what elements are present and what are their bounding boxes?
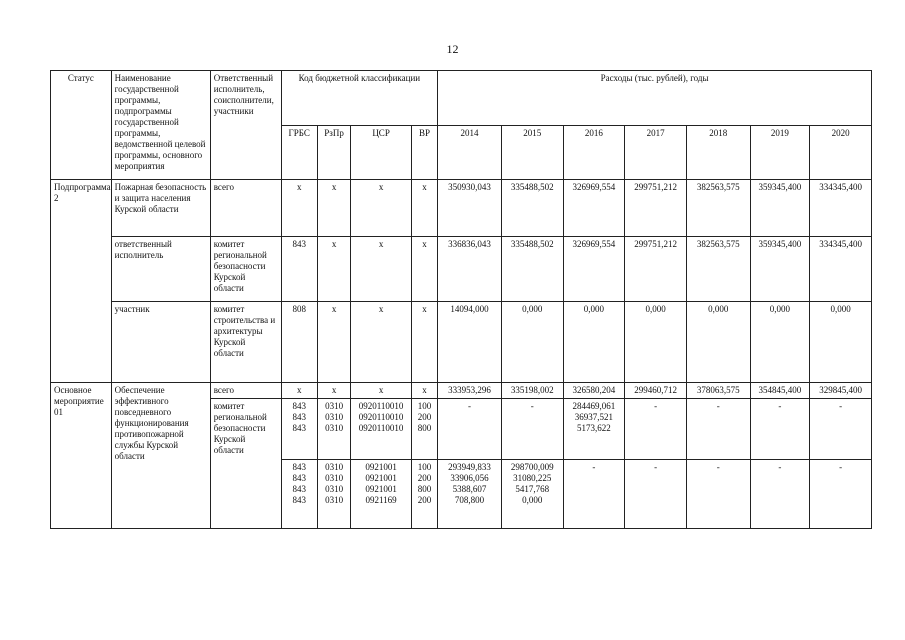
rzpr-value: 0310 [325, 462, 344, 472]
value-2014: 336836,043 [438, 237, 502, 302]
value-2015: 0,000 [501, 302, 563, 383]
value-2017: - [625, 460, 687, 529]
value-2019: - [750, 399, 810, 460]
amount: 0,000 [522, 495, 543, 505]
csr-value: 0921169 [365, 495, 397, 505]
value-2015: 335488,502 [501, 237, 563, 302]
rzpr-cell: х [317, 302, 350, 383]
amount: 708,800 [454, 495, 485, 505]
value-2018: - [686, 460, 750, 529]
table-row [51, 302, 872, 383]
value-2017: 299460,712 [625, 383, 687, 399]
vr-cell: х [411, 383, 437, 399]
vr-value: 800 [417, 484, 432, 494]
value-2018: 382563,575 [686, 180, 750, 237]
vr-value: 200 [417, 473, 432, 483]
sub2-participant: комитет строительства и архитектуры Курской области [210, 302, 281, 383]
value-2018: - [686, 399, 750, 460]
event01-total-resp: всего [210, 383, 281, 399]
value-2016 [563, 399, 625, 460]
csr-value: 0920110010 [358, 412, 404, 422]
value-2015: - [501, 399, 563, 460]
csr-value: 0920110010 [358, 401, 404, 411]
value-2020: - [810, 460, 872, 529]
sub2-total-resp: всего [210, 180, 281, 237]
value-2016: 326969,554 [563, 237, 625, 302]
value-2017: - [625, 399, 687, 460]
value-2020: - [810, 399, 872, 460]
header-rzpr: РзПр [317, 125, 350, 180]
value-2014: 333953,296 [438, 383, 502, 399]
rzpr-value: 0310 [325, 484, 344, 494]
value-2018: 0,000 [686, 302, 750, 383]
rzpr-value: 0310 [325, 473, 344, 483]
value-2016: 326969,554 [563, 180, 625, 237]
sub2-row-label: ответственный исполнитель [111, 237, 210, 302]
value-2017: 0,000 [625, 302, 687, 383]
vr-value: 100 [417, 462, 432, 472]
value-2014: - [438, 399, 502, 460]
amount: 5388,607 [452, 484, 487, 494]
grbs-value: 843 [292, 423, 306, 433]
header-year-2020: 2020 [810, 125, 872, 180]
amount: 33906,056 [450, 473, 489, 483]
rzpr-cell [317, 460, 350, 529]
header-year-2017: 2017 [625, 125, 687, 180]
header-row-1 [51, 71, 872, 126]
grbs-cell [281, 399, 317, 460]
rzpr-cell [317, 399, 350, 460]
grbs-cell: х [281, 383, 317, 399]
page-number: 12 [446, 42, 459, 56]
table-row [51, 180, 872, 237]
csr-value: 0921001 [365, 462, 397, 472]
csr-cell: х [351, 180, 412, 237]
vr-cell [411, 399, 437, 460]
rzpr-cell: х [317, 180, 350, 237]
event01-name: Обеспечение эффективного повседневного функционирования противопожарной службы Курской области [111, 383, 210, 529]
csr-value: 0921001 [365, 473, 397, 483]
value-2015: 335488,502 [501, 180, 563, 237]
sub2-name: Пожарная безопасность и защита населения Курской области [111, 180, 210, 237]
amount: 284469,061 [572, 401, 616, 411]
value-2018: 382563,575 [686, 237, 750, 302]
header-name: Наименование государственной программы, подпрограммы государственной программы, ведомственной целевой программы, основного мероприятия [111, 71, 210, 180]
csr-cell [351, 460, 412, 529]
value-2020: 334345,400 [810, 180, 872, 237]
rzpr-cell: х [317, 383, 350, 399]
value-2017: 299751,212 [625, 180, 687, 237]
csr-cell: х [351, 302, 412, 383]
table-row [51, 237, 872, 302]
grbs-value: 843 [292, 462, 306, 472]
header-year-2018: 2018 [686, 125, 750, 180]
header-year-2015: 2015 [501, 125, 563, 180]
header-vr: ВР [411, 125, 437, 180]
amount: 36937,521 [574, 412, 614, 422]
rzpr-value: 0310 [325, 423, 344, 433]
value-2020: 334345,400 [810, 237, 872, 302]
vr-cell: х [411, 180, 437, 237]
csr-cell [351, 399, 412, 460]
sub2-row-label: участник [111, 302, 210, 383]
rzpr-value: 0310 [325, 495, 344, 505]
vr-cell: х [411, 237, 437, 302]
header-year-2014: 2014 [438, 125, 502, 180]
header-expenses: Расходы (тыс. рублей), годы [438, 71, 872, 126]
rzpr-value: 0310 [325, 412, 344, 422]
header-year-2019: 2019 [750, 125, 810, 180]
grbs-cell: 843 [281, 237, 317, 302]
grbs-value: 843 [292, 401, 306, 411]
rzpr-cell: х [317, 237, 350, 302]
amount: 293949,833 [448, 462, 491, 472]
budget-table [50, 70, 872, 529]
rzpr-value: 0310 [325, 401, 344, 411]
event01-status: Основное мероприятие 01 [51, 383, 112, 529]
vr-value: 100 [417, 401, 432, 411]
value-2019: 359345,400 [750, 180, 810, 237]
value-2020: 0,000 [810, 302, 872, 383]
header-budget-code: Код бюджетной классификации [281, 71, 438, 126]
header-year-2016: 2016 [563, 125, 625, 180]
grbs-cell [281, 460, 317, 529]
value-2019: 359345,400 [750, 237, 810, 302]
value-2014: 350930,043 [438, 180, 502, 237]
vr-value: 200 [417, 495, 432, 505]
value-2019: - [750, 460, 810, 529]
table-row [51, 383, 872, 399]
value-2014: 14094,000 [438, 302, 502, 383]
value-2017: 299751,212 [625, 237, 687, 302]
grbs-cell: 808 [281, 302, 317, 383]
value-2015 [501, 460, 563, 529]
value-2014 [438, 460, 502, 529]
vr-cell [411, 460, 437, 529]
csr-cell: х [351, 237, 412, 302]
grbs-value: 843 [292, 412, 306, 422]
vr-cell: х [411, 302, 437, 383]
vr-value: 800 [417, 423, 432, 433]
grbs-value: 843 [292, 484, 306, 494]
value-2015: 335198,002 [501, 383, 563, 399]
value-2018: 378063,575 [686, 383, 750, 399]
value-2020: 329845,400 [810, 383, 872, 399]
header-responsible: Ответственный исполнитель, соисполнители, участники [210, 71, 281, 180]
value-2016: 326580,204 [563, 383, 625, 399]
amount: 31080,225 [513, 473, 552, 483]
grbs-cell: х [281, 180, 317, 237]
grbs-value: 843 [292, 495, 306, 505]
value-2016: - [563, 460, 625, 529]
event01-resp: комитет региональной безопасности Курской области [210, 399, 281, 529]
value-2016: 0,000 [563, 302, 625, 383]
csr-cell: х [351, 383, 412, 399]
sub2-status: Подпрограмма 2 [51, 180, 112, 383]
value-2019: 0,000 [750, 302, 810, 383]
header-grbs: ГРБС [281, 125, 317, 180]
csr-value: 0920110010 [358, 423, 404, 433]
amount: 298700,009 [510, 462, 554, 472]
header-status: Статус [51, 71, 112, 180]
amount: 5173,622 [577, 423, 611, 433]
amount: 5417,768 [515, 484, 550, 494]
csr-value: 0921001 [365, 484, 397, 494]
sub2-resp: комитет региональной безопасности Курской области [210, 237, 281, 302]
vr-value: 200 [417, 412, 432, 422]
grbs-value: 843 [292, 473, 306, 483]
header-csr: ЦСР [351, 125, 412, 180]
value-2019: 354845,400 [750, 383, 810, 399]
